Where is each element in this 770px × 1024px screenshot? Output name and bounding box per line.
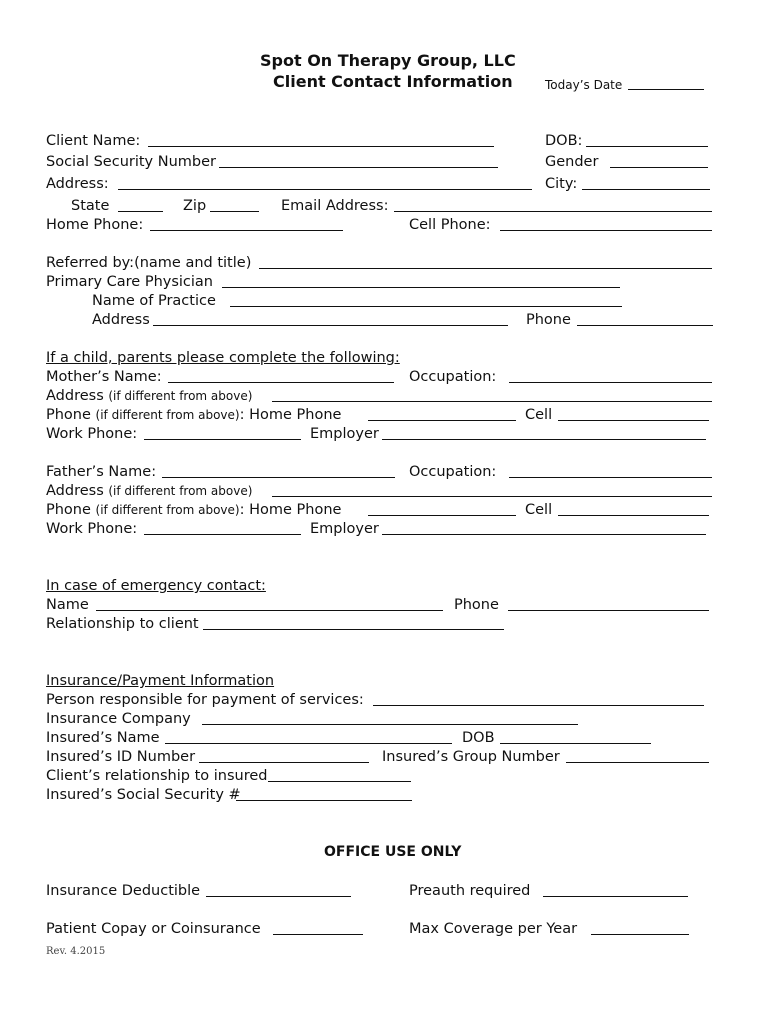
mother-occupation-field[interactable] xyxy=(509,382,712,383)
insurance-heading: Insurance/Payment Information xyxy=(46,673,275,689)
father-name-field[interactable] xyxy=(162,477,395,478)
home-phone-field[interactable] xyxy=(150,230,343,231)
address-field[interactable] xyxy=(118,189,532,190)
insured-dob-field[interactable] xyxy=(500,743,651,744)
deductible-field[interactable] xyxy=(206,896,351,897)
gender-field[interactable] xyxy=(610,167,708,168)
ssn-label: Social Security Number xyxy=(46,154,216,170)
mother-name-label: Mother’s Name: xyxy=(46,369,162,385)
father-phone-label: Phone (if different from above): Home Phone xyxy=(46,502,342,518)
insurance-company-field[interactable] xyxy=(202,724,578,725)
father-cell-label: Cell xyxy=(525,502,553,518)
emergency-name-label: Name xyxy=(46,597,89,613)
cell-phone-label: Cell Phone: xyxy=(409,217,491,233)
copay-label: Patient Copay or Coinsurance xyxy=(46,921,261,937)
office-use-heading: OFFICE USE ONLY xyxy=(324,844,462,860)
ssn-field[interactable] xyxy=(219,167,498,168)
dob-field[interactable] xyxy=(586,146,708,147)
father-occupation-field[interactable] xyxy=(509,477,712,478)
insured-id-label: Insured’s ID Number xyxy=(46,749,196,765)
mother-work-phone-label: Work Phone: xyxy=(46,426,138,442)
father-employer-label: Employer xyxy=(310,521,379,537)
todays-date-label: Today’s Date xyxy=(545,78,623,92)
insured-name-label: Insured’s Name xyxy=(46,730,160,746)
mother-address-field[interactable] xyxy=(272,401,712,402)
zip-field[interactable] xyxy=(210,211,259,212)
father-work-phone-label: Work Phone: xyxy=(46,521,138,537)
emergency-relationship-label: Relationship to client xyxy=(46,616,199,632)
max-coverage-label: Max Coverage per Year xyxy=(409,921,578,937)
city-field[interactable] xyxy=(582,189,710,190)
father-address-label: Address (if different from above) xyxy=(46,483,253,499)
responsible-field[interactable] xyxy=(373,705,704,706)
emergency-phone-label: Phone xyxy=(454,597,499,613)
max-coverage-field[interactable] xyxy=(591,934,689,935)
client-name-field[interactable] xyxy=(148,146,494,147)
practice-address-label: Address xyxy=(92,312,150,328)
practice-label: Name of Practice xyxy=(92,293,216,309)
practice-address-field[interactable] xyxy=(153,325,508,326)
form-title: Client Contact Information xyxy=(273,72,513,91)
email-field[interactable] xyxy=(394,211,712,212)
insured-ssn-field[interactable] xyxy=(236,800,412,801)
practice-field[interactable] xyxy=(230,306,622,307)
mother-phone-label: Phone (if different from above): Home Phone xyxy=(46,407,342,423)
practice-phone-field[interactable] xyxy=(577,325,713,326)
todays-date-field[interactable] xyxy=(628,89,704,90)
insurance-company-label: Insurance Company xyxy=(46,711,191,727)
mother-address-label: Address (if different from above) xyxy=(46,388,253,404)
father-work-phone-field[interactable] xyxy=(144,534,301,535)
dob-label: DOB: xyxy=(545,133,583,149)
parents-intro: If a child, parents please complete the following: xyxy=(46,350,400,366)
client-name-label: Client Name: xyxy=(46,133,141,149)
copay-field[interactable] xyxy=(273,934,363,935)
insured-group-label: Insured’s Group Number xyxy=(382,749,560,765)
mother-home-phone-field[interactable] xyxy=(368,420,516,421)
gender-label: Gender xyxy=(545,154,599,170)
referred-by-label: Referred by:(name and title) xyxy=(46,255,252,271)
company-name: Spot On Therapy Group, LLC xyxy=(260,51,516,70)
mother-cell-field[interactable] xyxy=(558,420,709,421)
revision-note: Rev. 4.2015 xyxy=(46,946,106,957)
mother-name-field[interactable] xyxy=(168,382,394,383)
father-occupation-label: Occupation: xyxy=(409,464,497,480)
pcp-label: Primary Care Physician xyxy=(46,274,213,290)
home-phone-label: Home Phone: xyxy=(46,217,144,233)
client-relationship-field[interactable] xyxy=(268,781,411,782)
state-field[interactable] xyxy=(118,211,163,212)
insured-group-field[interactable] xyxy=(566,762,709,763)
preauth-label: Preauth required xyxy=(409,883,531,899)
mother-employer-label: Employer xyxy=(310,426,379,442)
mother-work-phone-field[interactable] xyxy=(144,439,301,440)
referred-by-field[interactable] xyxy=(259,268,712,269)
client-relationship-label: Client’s relationship to insured xyxy=(46,768,268,784)
mother-occupation-label: Occupation: xyxy=(409,369,497,385)
mother-employer-field[interactable] xyxy=(382,439,706,440)
insured-name-field[interactable] xyxy=(165,743,452,744)
emergency-name-field[interactable] xyxy=(96,610,443,611)
responsible-label: Person responsible for payment of services: xyxy=(46,692,364,708)
state-label: State xyxy=(71,198,110,214)
insured-id-field[interactable] xyxy=(199,762,369,763)
cell-phone-field[interactable] xyxy=(500,230,712,231)
father-home-phone-field[interactable] xyxy=(368,515,516,516)
mother-cell-label: Cell xyxy=(525,407,553,423)
zip-label: Zip xyxy=(183,198,207,214)
city-label: City: xyxy=(545,176,578,192)
father-address-field[interactable] xyxy=(272,496,712,497)
emergency-heading: In case of emergency contact: xyxy=(46,578,266,594)
address-label: Address: xyxy=(46,176,109,192)
email-label: Email Address: xyxy=(281,198,389,214)
father-cell-field[interactable] xyxy=(558,515,709,516)
father-employer-field[interactable] xyxy=(382,534,706,535)
insured-dob-label: DOB xyxy=(462,730,495,746)
insured-ssn-label: Insured’s Social Security # xyxy=(46,787,241,803)
pcp-field[interactable] xyxy=(222,287,620,288)
father-name-label: Father’s Name: xyxy=(46,464,157,480)
emergency-relationship-field[interactable] xyxy=(203,629,504,630)
preauth-field[interactable] xyxy=(543,896,688,897)
practice-phone-label: Phone xyxy=(526,312,571,328)
deductible-label: Insurance Deductible xyxy=(46,883,201,899)
emergency-phone-field[interactable] xyxy=(508,610,709,611)
